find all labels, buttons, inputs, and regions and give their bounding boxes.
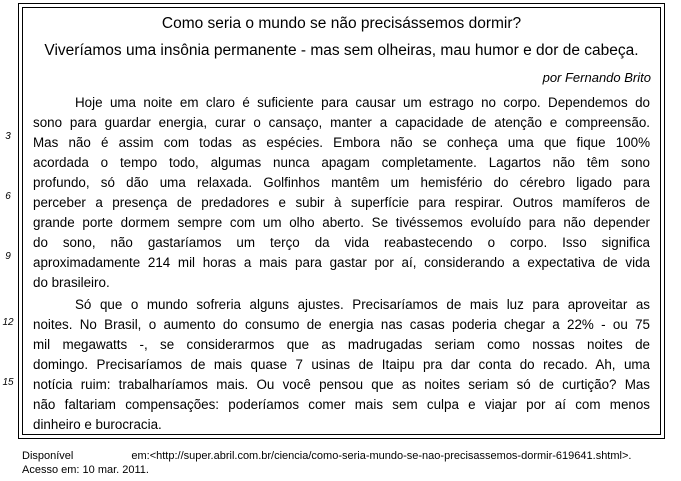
line-number-6: 6 [5, 191, 11, 202]
line-number-9: 9 [5, 251, 11, 262]
paragraph-line: do brasileiro. [33, 275, 110, 290]
article-author: por Fernando Brito [542, 70, 651, 85]
source-label: Disponível [22, 450, 74, 462]
source-url[interactable]: em:<http://super.abril.com.br/ciencia/como-seria-mundo-se-nao-precisassemos-dormir-619641.shtml>. [131, 450, 632, 462]
line-number-15: 15 [2, 377, 14, 388]
article-box [22, 7, 661, 435]
paragraph-line: Hoje uma noite em claro é suficiente para causar um estrago no corpo. Dependemos do [75, 95, 650, 110]
paragraph-line: profundo, só dão uma relaxada. Golfinhos mantêm um hemisfério do cérebro ligado para [33, 175, 650, 190]
article-frame [18, 3, 665, 439]
paragraph-2 [33, 295, 650, 435]
paragraph-line: noites. No Brasil, o aumento do consumo de energia nas casas poderia chegar a 22% - ou 75 [33, 317, 650, 332]
line-number-12: 12 [2, 317, 14, 328]
paragraph-line: domingo. Precisaríamos de mais quase 7 usinas de Itaipu pra dar conta do recado. Ah, uma [33, 357, 650, 372]
paragraph-line: acordada o tempo todo, algumas nunca apagam completamente. Lagartos não têm sono [33, 155, 650, 170]
paragraph-1 [33, 93, 650, 293]
paragraph-line: sono para guardar energia, curar o cansaço, manter a capacidade de atenção e compreensão. [33, 115, 650, 130]
paragraph-line: Só que o mundo sofreria alguns ajustes. Precisaríamos de mais luz para aproveitar as [75, 297, 650, 312]
access-date: Acesso em: 10 mar. 2011. [22, 464, 149, 476]
source-line [22, 449, 631, 463]
paragraph-line: notícia ruim: trabalharíamos mais. Ou você pensou que as noites seriam só de curtição? Mas [33, 377, 650, 392]
paragraph-line: não faltariam compensações: poderíamos comer mais sem culpa e viajar por aí com menos [33, 397, 650, 412]
paragraph-line: perceber a presença de predadores e subir à superfície para respirar. Outros mamíferos de [33, 195, 650, 210]
paragraph-line: dinheiro e burocracia. [33, 417, 162, 432]
paragraph-line: mil megawatts -, se considerarmos que as madrugadas seriam como nossas noites de [33, 337, 650, 352]
paragraph-line: do sono, não gastaríamos um terço da vida reabastecendo o corpo. Isso significa [33, 235, 650, 250]
article-subtitle: Viveríamos uma insônia permanente - mas sem olheiras, mau humor e dor de cabeça. [44, 42, 639, 59]
article-title: Como seria o mundo se não precisássemos dormir? [161, 15, 522, 32]
paragraph-line: grande porte dormem sempre com um olho aberto. Se tivéssemos evoluído para não depender [33, 215, 650, 230]
paragraph-line: aproximadamente 214 mil horas a mais para gastar por aí, considerando a expectativa de vida [33, 255, 650, 270]
source-citation [22, 449, 631, 477]
paragraph-line: Mas não é assim com todas as espécies. Embora não se conheça uma que fique 100% [33, 135, 650, 150]
line-number-3: 3 [5, 131, 11, 142]
